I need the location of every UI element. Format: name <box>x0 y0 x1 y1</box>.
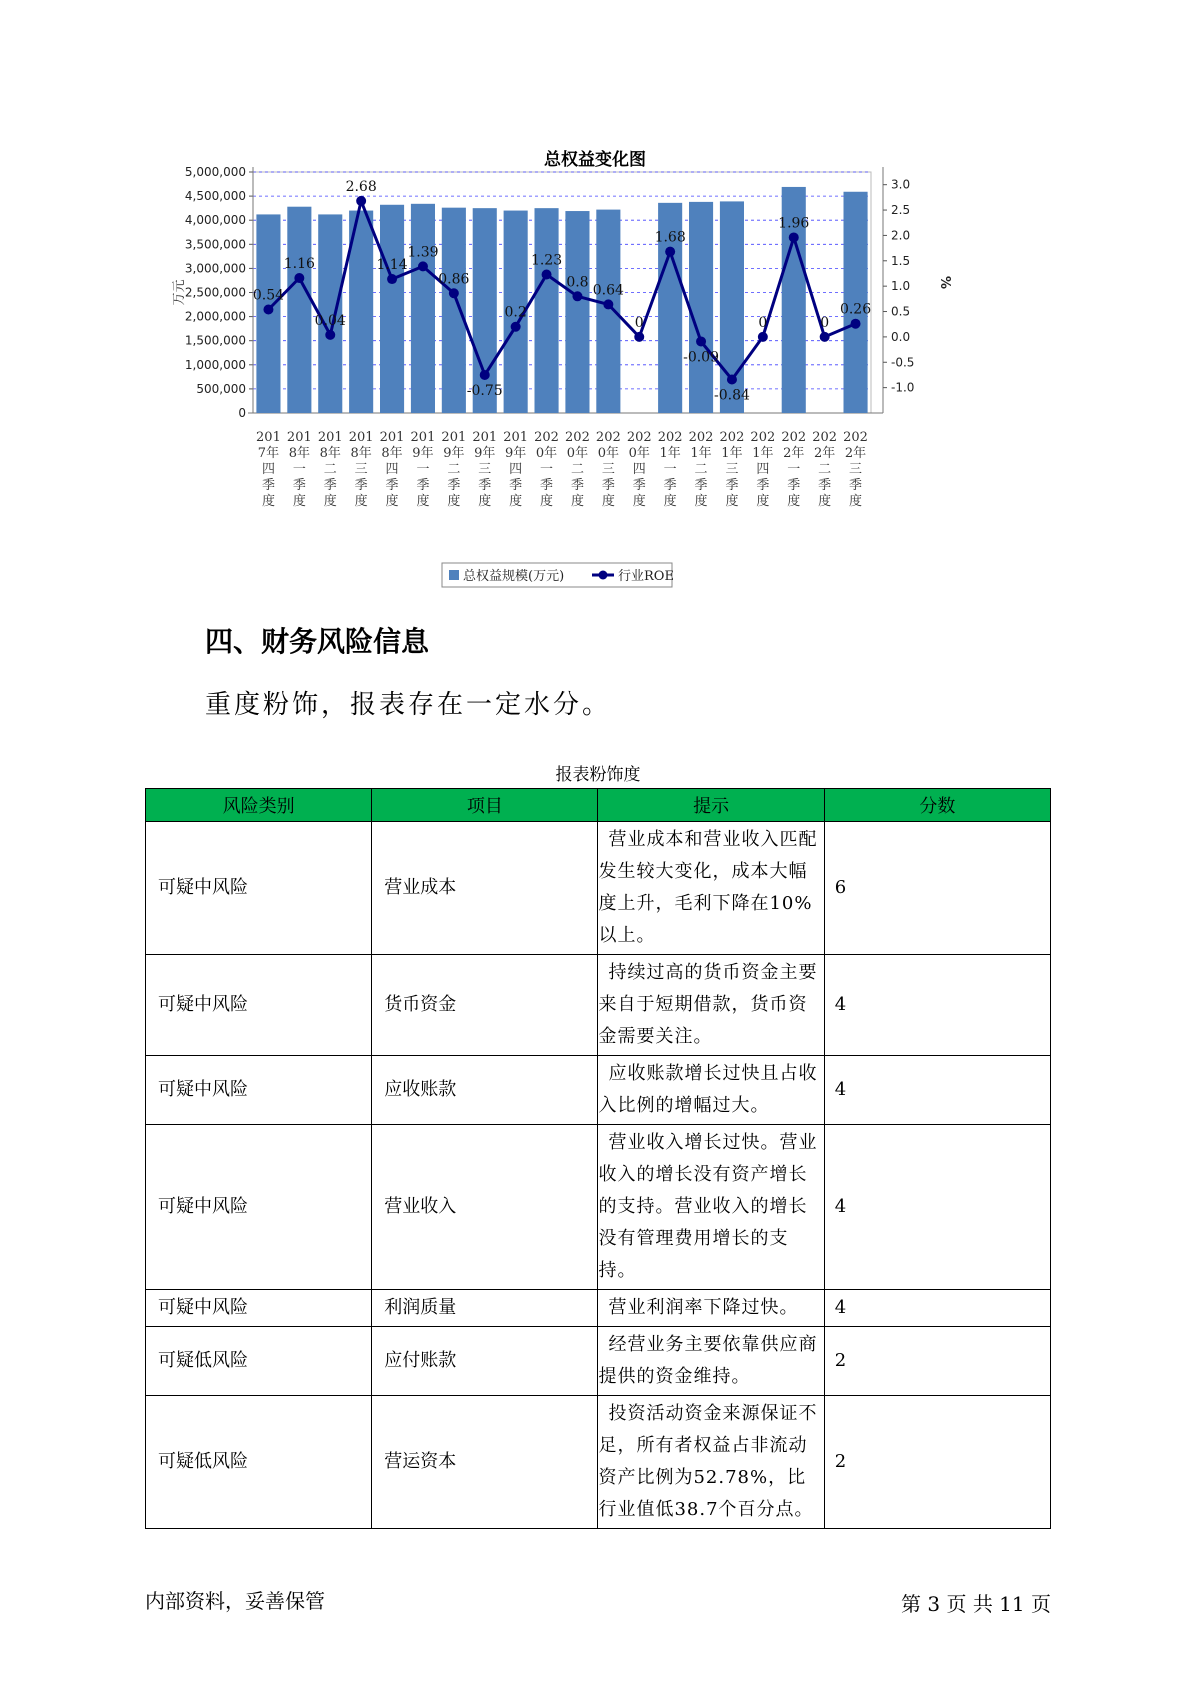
legend-bar-label: 总权益规模(万元) <box>463 569 565 584</box>
roe-data-label: 1.39 <box>407 244 439 261</box>
x-tick-label: 度 <box>478 494 492 509</box>
risk-table <box>145 788 1051 1529</box>
x-tick-label: 度 <box>849 494 863 509</box>
equity-chart <box>170 135 1020 595</box>
roe-data-label: 0 <box>758 314 768 331</box>
x-tick-label: 季 <box>787 478 801 493</box>
x-tick-label: 四 <box>385 462 399 477</box>
x-tick-label: 9年 <box>412 446 434 461</box>
equity-chart-svg <box>170 135 1020 595</box>
footer-confidential-note: 内部资料，妥善保管 <box>145 1589 325 1613</box>
x-tick-label: 2年 <box>814 446 836 461</box>
roe-point <box>665 247 675 257</box>
equity-bar <box>534 208 558 413</box>
risk-category-cell: 可疑中风险 <box>146 955 372 1056</box>
left-tick-label: 3,500,000 <box>184 237 246 252</box>
x-tick-label: 季 <box>354 478 368 493</box>
x-tick-label: 一 <box>663 462 677 477</box>
roe-data-label: -0.75 <box>466 382 503 399</box>
x-tick-label: 度 <box>385 494 399 509</box>
item-cell: 应付账款 <box>372 1327 598 1396</box>
x-tick-label: 201 <box>379 430 405 445</box>
table-header-row <box>146 789 1051 822</box>
x-tick-label: 二 <box>818 462 832 477</box>
x-tick-label: 三 <box>725 462 739 477</box>
item-cell: 应收账款 <box>372 1056 598 1125</box>
right-axis-label: % <box>937 275 952 290</box>
roe-point <box>758 332 768 342</box>
x-tick-label: 季 <box>509 478 523 493</box>
item-cell: 营业成本 <box>372 822 598 955</box>
item-cell: 利润质量 <box>372 1290 598 1327</box>
x-tick-label: 度 <box>818 494 832 509</box>
x-tick-label: 四 <box>632 462 646 477</box>
right-tick-label: 1.0 <box>891 279 911 294</box>
x-tick-label: 季 <box>849 478 863 493</box>
x-tick-label: 季 <box>323 478 337 493</box>
roe-data-label: 0.04 <box>314 312 346 329</box>
x-tick-label: 三 <box>849 462 863 477</box>
roe-point <box>727 375 737 385</box>
x-tick-label: 201 <box>410 430 436 445</box>
x-tick-label: 2年 <box>844 446 867 461</box>
left-tick-label: 5,000,000 <box>184 165 246 179</box>
x-tick-label: 季 <box>261 478 275 493</box>
x-tick-label: 四 <box>261 462 275 477</box>
x-tick-label: 9年 <box>474 446 496 461</box>
x-tick-label: 季 <box>292 478 306 493</box>
x-tick-label: 201 <box>317 430 343 445</box>
roe-point <box>634 332 644 342</box>
roe-point <box>542 269 552 279</box>
roe-point <box>294 273 304 283</box>
legend-line-marker <box>599 571 608 580</box>
roe-data-label: 0.64 <box>592 282 624 299</box>
score-cell: 4 <box>824 1056 1050 1125</box>
roe-point <box>356 196 366 206</box>
item-cell: 营业收入 <box>372 1125 598 1290</box>
x-tick-label: 季 <box>601 478 615 493</box>
x-tick-label: 度 <box>601 494 615 509</box>
x-tick-label: 202 <box>565 430 590 445</box>
x-tick-label: 8年 <box>350 446 372 461</box>
x-tick-label: 202 <box>657 430 683 445</box>
roe-data-label: 0.8 <box>566 274 589 291</box>
equity-bar <box>380 205 404 413</box>
roe-point <box>603 299 613 309</box>
roe-point <box>789 232 799 242</box>
x-tick-label: 度 <box>725 494 739 509</box>
risk-category-cell: 可疑低风险 <box>146 1327 372 1396</box>
header-hint: 提示 <box>598 789 824 822</box>
x-tick-label: 1年 <box>659 446 681 461</box>
table-row <box>146 822 1051 955</box>
section-summary: 重度粉饰，报表存在一定水分。 <box>205 690 612 720</box>
x-tick-label: 度 <box>323 494 337 509</box>
section-heading: 四、财务风险信息 <box>205 625 430 658</box>
x-tick-label: 季 <box>540 478 554 493</box>
risk-category-cell: 可疑中风险 <box>146 1290 372 1327</box>
legend-bar-swatch <box>449 570 459 580</box>
hint-cell: 投资活动资金来源保证不足，所有者权益占非流动资产比例为52.78%，比行业值低38.7个百分点。 <box>598 1396 824 1529</box>
x-tick-label: 度 <box>354 494 368 509</box>
right-tick-label: 1.5 <box>891 253 911 268</box>
left-tick-label: 2,000,000 <box>184 309 246 324</box>
x-tick-label: 二 <box>323 462 337 477</box>
risk-category-cell: 可疑中风险 <box>146 822 372 955</box>
header-item: 项目 <box>372 789 598 822</box>
x-tick-label: 季 <box>570 478 584 493</box>
roe-point <box>851 319 861 329</box>
hint-cell: 营业收入增长过快。营业收入的增长没有资产增长的支持。营业收入的增长没有管理费用增长的支持。 <box>598 1125 824 1290</box>
table-row <box>146 1056 1051 1125</box>
x-tick-label: 一 <box>292 462 306 477</box>
score-cell: 4 <box>824 955 1050 1056</box>
roe-data-label: 0.26 <box>839 301 872 318</box>
x-tick-label: 度 <box>447 494 461 509</box>
roe-data-label: 0 <box>634 314 644 331</box>
right-tick-label: 3.0 <box>891 177 911 192</box>
hint-cell: 持续过高的货币资金主要来自于短期借款，货币资金需要关注。 <box>598 955 824 1056</box>
right-tick-label: 2.5 <box>891 203 911 218</box>
right-tick-label: -0.5 <box>891 355 915 370</box>
x-tick-label: 201 <box>348 430 374 445</box>
x-tick-label: 202 <box>750 430 776 445</box>
x-tick-label: 季 <box>447 478 461 493</box>
x-tick-label: 季 <box>663 478 677 493</box>
x-tick-label: 2年 <box>783 446 805 461</box>
x-tick-label: 1年 <box>752 446 774 461</box>
x-tick-label: 202 <box>626 430 652 445</box>
x-tick-label: 201 <box>503 430 529 445</box>
risk-category-cell: 可疑中风险 <box>146 1125 372 1290</box>
roe-data-label: 0.2 <box>504 304 527 321</box>
x-tick-label: 度 <box>540 494 554 509</box>
x-tick-label: 季 <box>478 478 492 493</box>
left-tick-label: 3,000,000 <box>184 261 246 276</box>
risk-category-cell: 可疑低风险 <box>146 1396 372 1529</box>
x-tick-label: 201 <box>472 430 498 445</box>
x-tick-label: 二 <box>694 462 708 477</box>
x-tick-label: 度 <box>292 494 306 509</box>
x-tick-label: 9年 <box>505 446 527 461</box>
table-caption: 报表粉饰度 <box>555 765 641 785</box>
roe-point <box>572 291 582 301</box>
table-row <box>146 1396 1051 1529</box>
equity-bar <box>287 207 311 413</box>
right-tick-label: 0.5 <box>891 304 911 319</box>
x-tick-label: 202 <box>595 430 621 445</box>
equity-bar <box>442 208 466 413</box>
x-tick-label: 季 <box>818 478 832 493</box>
x-tick-label: 1年 <box>721 446 743 461</box>
left-tick-label: 4,000,000 <box>184 213 246 228</box>
x-tick-label: 季 <box>416 478 430 493</box>
left-tick-label: 1,500,000 <box>184 333 246 348</box>
x-tick-label: 季 <box>756 478 770 493</box>
x-tick-label: 度 <box>261 494 275 509</box>
x-tick-label: 三 <box>601 462 615 477</box>
footer-page-number: 第 3 页 共 11 页 <box>901 1592 1051 1616</box>
x-tick-label: 8年 <box>381 446 403 461</box>
x-tick-label: 度 <box>632 494 646 509</box>
roe-data-label: 1.23 <box>530 252 563 269</box>
x-tick-label: 8年 <box>319 446 341 461</box>
header-risk-category: 风险类别 <box>146 789 372 822</box>
roe-data-label: 0.86 <box>438 271 470 288</box>
chart-title: 总权益变化图 <box>544 150 646 170</box>
roe-data-label: -0.84 <box>713 387 750 404</box>
roe-data-label: 0.54 <box>252 287 285 304</box>
x-tick-label: 度 <box>756 494 770 509</box>
x-tick-label: 度 <box>694 494 708 509</box>
x-tick-label: 202 <box>812 430 838 445</box>
right-tick-label: 0.0 <box>891 329 911 344</box>
left-tick-label: 1,000,000 <box>184 357 246 372</box>
x-tick-label: 202 <box>843 430 868 445</box>
roe-data-label: 1.14 <box>376 257 408 274</box>
x-tick-label: 0年 <box>628 446 650 461</box>
roe-point <box>263 304 273 314</box>
x-tick-label: 度 <box>570 494 584 509</box>
roe-point <box>418 261 428 271</box>
roe-point <box>387 274 397 284</box>
left-tick-label: 500,000 <box>196 381 246 396</box>
x-tick-label: 度 <box>509 494 523 509</box>
left-tick-label: 2,500,000 <box>184 285 246 300</box>
x-tick-label: 一 <box>416 462 430 477</box>
equity-bar <box>411 204 435 413</box>
hint-cell: 营业成本和营业收入匹配发生较大变化，成本大幅度上升，毛利下降在10%以上。 <box>598 822 824 955</box>
x-tick-label: 202 <box>781 430 807 445</box>
roe-point <box>511 322 521 332</box>
x-tick-label: 202 <box>688 430 714 445</box>
left-axis-label: 万元 <box>172 279 187 306</box>
x-tick-label: 二 <box>570 462 584 477</box>
score-cell: 2 <box>824 1327 1050 1396</box>
x-tick-label: 四 <box>509 462 523 477</box>
x-tick-label: 201 <box>286 430 312 445</box>
roe-data-label: 1.68 <box>654 229 686 246</box>
x-tick-label: 201 <box>441 430 467 445</box>
x-tick-label: 四 <box>756 462 770 477</box>
roe-point <box>449 288 459 298</box>
x-tick-label: 三 <box>478 462 492 477</box>
x-tick-label: 季 <box>694 478 708 493</box>
roe-point <box>480 370 490 380</box>
table-row <box>146 1125 1051 1290</box>
risk-category-cell: 可疑中风险 <box>146 1056 372 1125</box>
roe-data-label: 0 <box>820 314 830 331</box>
roe-data-label: 2.68 <box>345 178 377 195</box>
x-tick-label: 7年 <box>257 446 280 461</box>
hint-cell: 经营业务主要依靠供应商提供的资金维持。 <box>598 1327 824 1396</box>
roe-data-label: 1.16 <box>283 256 315 273</box>
x-tick-label: 一 <box>540 462 554 477</box>
x-tick-label: 季 <box>632 478 646 493</box>
score-cell: 6 <box>824 822 1050 955</box>
x-tick-label: 三 <box>354 462 368 477</box>
x-tick-label: 1年 <box>690 446 712 461</box>
x-tick-label: 季 <box>385 478 399 493</box>
roe-data-label: -0.09 <box>683 349 720 366</box>
right-tick-label: -1.0 <box>891 380 915 395</box>
x-tick-label: 一 <box>787 462 801 477</box>
x-tick-label: 度 <box>787 494 801 509</box>
x-tick-label: 度 <box>416 494 430 509</box>
right-tick-label: 2.0 <box>891 228 911 243</box>
roe-data-label: 1.96 <box>778 215 810 232</box>
x-tick-label: 201 <box>256 430 281 445</box>
x-tick-label: 0年 <box>535 446 558 461</box>
x-tick-label: 9年 <box>443 446 465 461</box>
x-tick-label: 202 <box>719 430 745 445</box>
table-row <box>146 1290 1051 1327</box>
x-tick-label: 季 <box>725 478 739 493</box>
roe-point <box>820 332 830 342</box>
hint-cell: 应收账款增长过快且占收入比例的增幅过大。 <box>598 1056 824 1125</box>
hint-cell: 营业利润率下降过快。 <box>598 1290 824 1327</box>
roe-point <box>696 336 706 346</box>
score-cell: 4 <box>824 1290 1050 1327</box>
equity-bar <box>565 211 589 413</box>
left-tick-label: 4,500,000 <box>184 189 246 204</box>
roe-point <box>325 330 335 340</box>
header-score: 分数 <box>824 789 1050 822</box>
equity-bar <box>689 202 713 413</box>
x-tick-label: 二 <box>447 462 461 477</box>
x-tick-label: 8年 <box>288 446 310 461</box>
item-cell: 营运资本 <box>372 1396 598 1529</box>
x-tick-label: 0年 <box>597 446 619 461</box>
x-tick-label: 度 <box>663 494 677 509</box>
score-cell: 2 <box>824 1396 1050 1529</box>
x-tick-label: 202 <box>534 430 559 445</box>
table-row <box>146 955 1051 1056</box>
table-row <box>146 1327 1051 1396</box>
score-cell: 4 <box>824 1125 1050 1290</box>
left-tick-label: 0 <box>238 406 246 420</box>
x-tick-label: 0年 <box>566 446 589 461</box>
legend-line-label: 行业ROE <box>618 569 674 584</box>
item-cell: 货币资金 <box>372 955 598 1056</box>
